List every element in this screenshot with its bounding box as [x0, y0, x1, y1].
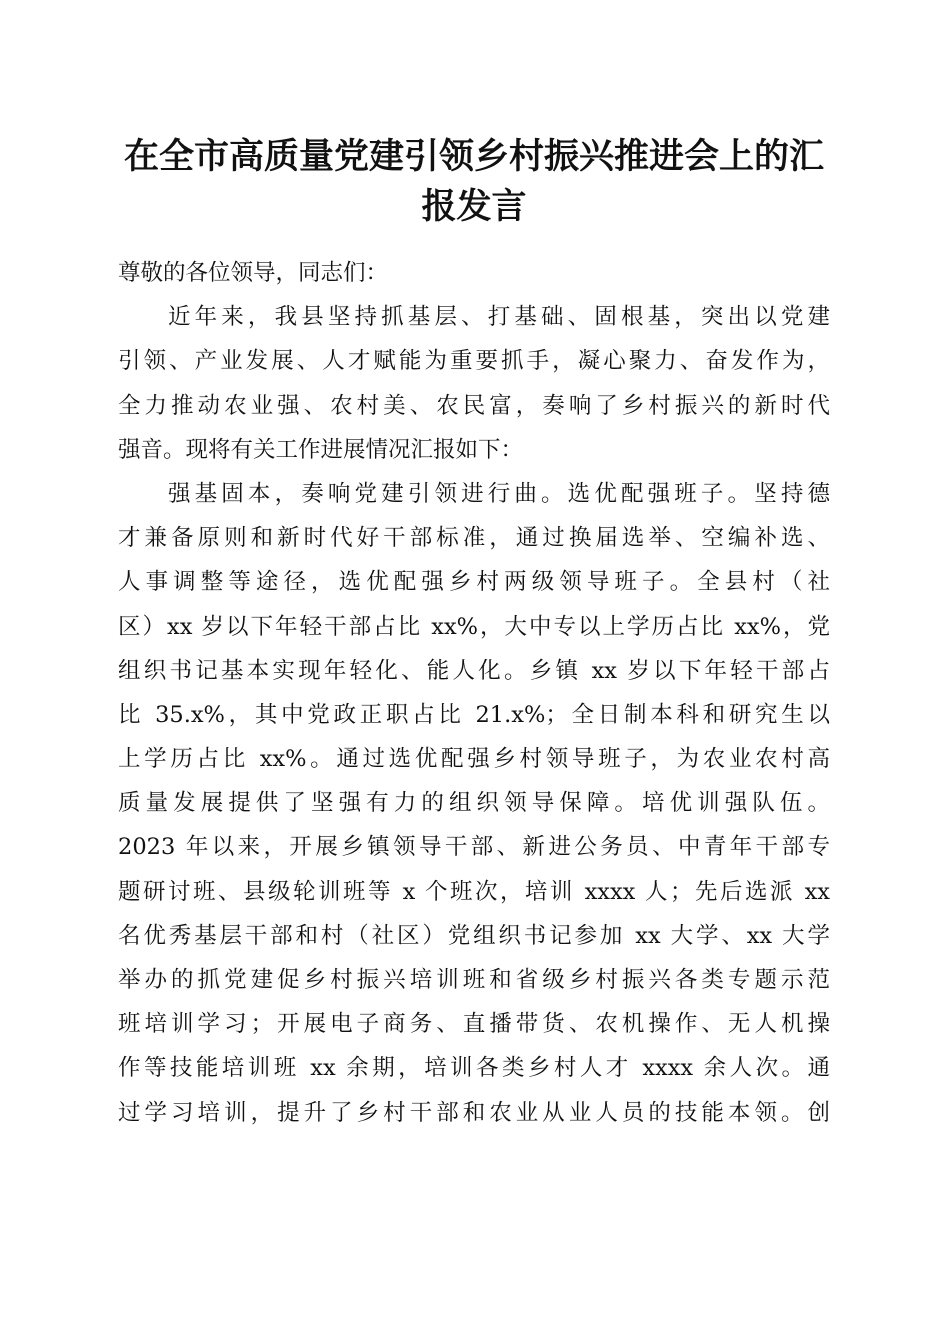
paragraph-line: 组织书记基本实现年轻化、能人化。乡镇 xx 岁以下年轻干部占 — [118, 657, 830, 684]
paragraph-line: 强音。现将有关工作进展情况汇报如下： — [118, 436, 524, 463]
salutation: 尊敬的各位领导，同志们： — [118, 260, 389, 286]
title-line: 报发言 — [421, 186, 527, 227]
paragraph-line: 班培训学习；开展电子商务、直播带货、农机操作、无人机操 — [118, 1011, 830, 1038]
paragraph-line: 作等技能培训班 xx 余期，培训各类乡村人才 xxxx 余人次。通 — [118, 1055, 830, 1082]
paragraph-line: 比 35.x%，其中党政正职占比 21.x%；全日制本科和研究生以 — [118, 701, 830, 728]
paragraph-line: 名优秀基层干部和村（社区）党组织书记参加 xx 大学、xx 大学 — [118, 922, 830, 949]
paragraph-intro — [118, 295, 830, 472]
document-body — [118, 251, 830, 1135]
title-line: 在全市高质量党建引领乡村振兴推进会上的汇 — [123, 136, 824, 177]
paragraph-line: 2023 年以来，开展乡镇领导干部、新进公务员、中青年干部专 — [118, 834, 830, 861]
paragraph-line: 全力推动农业强、农村美、农民富，奏响了乡村振兴的新时代 — [118, 392, 830, 419]
paragraph-party-building — [118, 472, 830, 1135]
paragraph-line: 引领、产业发展、人才赋能为重要抓手，凝心聚力、奋发作为， — [118, 348, 830, 375]
paragraph-line: 区）xx 岁以下年轻干部占比 xx%，大中专以上学历占比 xx%，党 — [118, 613, 830, 640]
paragraph-line: 过学习培训，提升了乡村干部和农业从业人员的技能本领。创 — [118, 1099, 830, 1126]
paragraph-line: 质量发展提供了坚强有力的组织领导保障。培优训强队伍。 — [118, 790, 830, 817]
paragraph-line: 才兼备原则和新时代好干部标准，通过换届选举、空编补选、 — [118, 525, 830, 552]
paragraph-line: 题研讨班、县级轮训班等 x 个班次，培训 xxxx 人；先后选派 xx — [118, 878, 830, 905]
paragraph-line: 上学历占比 xx%。通过选优配强乡村领导班子，为农业农村高 — [118, 746, 830, 773]
document-title — [118, 132, 830, 232]
paragraph-line: 人事调整等途径，选优配强乡村两级领导班子。全县村（社 — [118, 569, 830, 596]
paragraph-line: 近年来，我县坚持抓基层、打基础、固根基，突出以党建 — [168, 304, 830, 331]
paragraph-line: 强基固本，奏响党建引领进行曲。选优配强班子。坚持德 — [168, 480, 830, 507]
paragraph-line: 举办的抓党建促乡村振兴培训班和省级乡村振兴各类专题示范 — [118, 967, 830, 993]
